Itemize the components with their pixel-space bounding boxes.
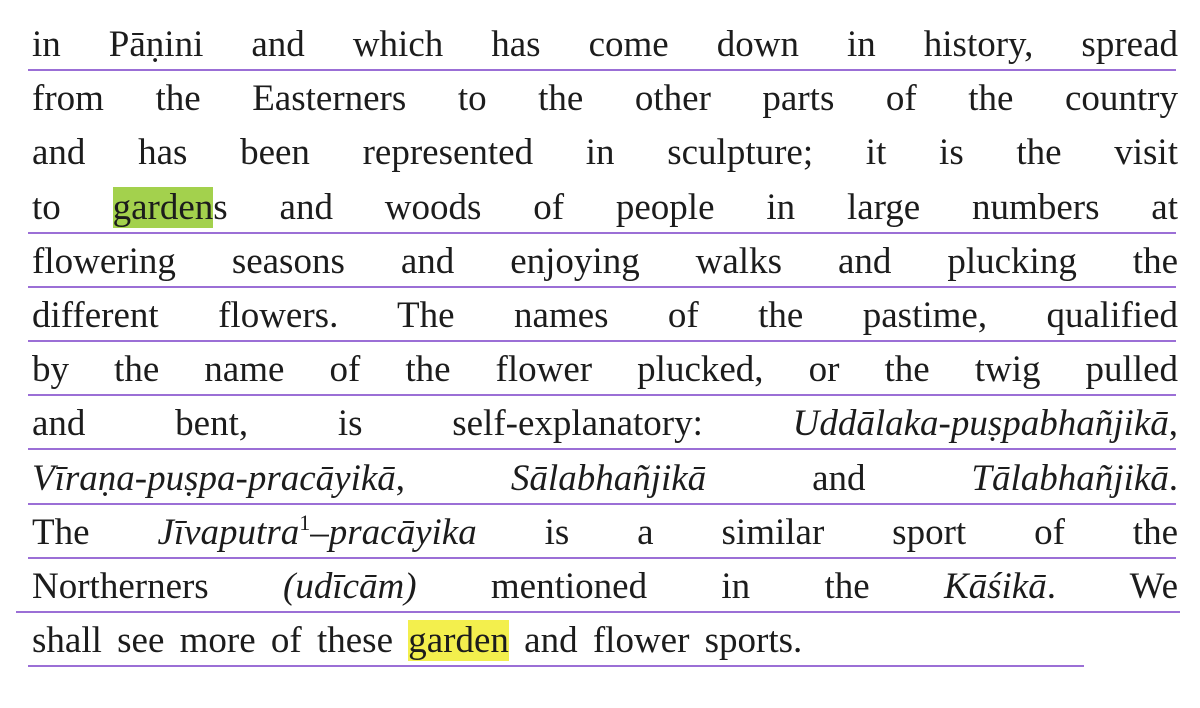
- underline-mark: [28, 340, 1176, 342]
- underline-mark: [28, 69, 1176, 71]
- text-line: [32, 616, 1178, 666]
- italic-term: (udīcām): [283, 566, 417, 607]
- text-line: [32, 345, 1178, 395]
- italic-term: Vīraṇa-puṣpa-pracāyikā: [32, 457, 396, 499]
- italic-term: Sālabhañjikā: [510, 457, 707, 499]
- italic-term: Uddālaka-puṣpabhañjikā: [792, 403, 1169, 445]
- underline-mark: [28, 232, 1176, 234]
- text-segment: . We: [1046, 566, 1178, 607]
- underline-mark: [16, 611, 1180, 613]
- text-line: [32, 237, 1178, 287]
- text-line: [32, 183, 1178, 233]
- text-segment: by the name of the flower plucked, or the twig pulled: [32, 349, 1178, 391]
- text-line: [32, 399, 1178, 449]
- text-line: [32, 454, 1178, 504]
- text-segment: different flowers. The names of the pastime, qualified: [32, 295, 1178, 336]
- text-line: [32, 20, 1178, 70]
- underline-mark: [28, 503, 1176, 505]
- text-segment: in Pāṇini and which has come down in history, spread: [32, 24, 1178, 65]
- text-line: [32, 74, 1178, 124]
- highlighted-word: garden: [112, 186, 214, 228]
- footnote-marker: 1: [299, 509, 311, 535]
- text-segment: is a similar sport of the: [476, 511, 1179, 553]
- text-segment: to: [32, 186, 113, 228]
- text-segment: from the Easterners to the other parts of the country: [32, 78, 1178, 120]
- text-segment: flowering seasons and enjoying walks and plucking the: [32, 240, 1178, 282]
- italic-term: Jīvaputra: [157, 511, 300, 553]
- underline-mark: [28, 665, 1084, 667]
- text-segment: shall see more of these: [32, 620, 409, 662]
- text-segment: .: [1168, 457, 1178, 499]
- text-segment: The: [32, 511, 158, 553]
- underline-mark: [28, 557, 1176, 559]
- text-line: [32, 128, 1178, 178]
- italic-term: –pracāyika: [310, 511, 477, 553]
- underline-mark: [28, 394, 1176, 396]
- text-segment: and bent, is self-explanatory:: [32, 403, 793, 445]
- text-segment: mentioned in the: [416, 566, 944, 607]
- text-line: [32, 291, 1178, 341]
- underline-mark: [28, 286, 1176, 288]
- underline-mark: [28, 448, 1176, 450]
- text-line: [32, 562, 1178, 612]
- text-segment: Northerners: [32, 566, 284, 607]
- text-segment: ,: [395, 457, 511, 499]
- italic-term: Tālabhañjikā: [971, 457, 1169, 499]
- italic-term: Kāśikā: [943, 566, 1047, 607]
- text-segment: and has been represented in sculpture; it is the visit: [32, 132, 1178, 174]
- text-segment: ,: [1168, 403, 1178, 445]
- text-segment: and flower sports.: [508, 620, 803, 662]
- text-segment: and: [706, 457, 972, 499]
- highlighted-word: garden: [408, 620, 509, 662]
- text-segment: s and woods of people in large numbers at: [213, 186, 1179, 228]
- text-line: [32, 508, 1178, 558]
